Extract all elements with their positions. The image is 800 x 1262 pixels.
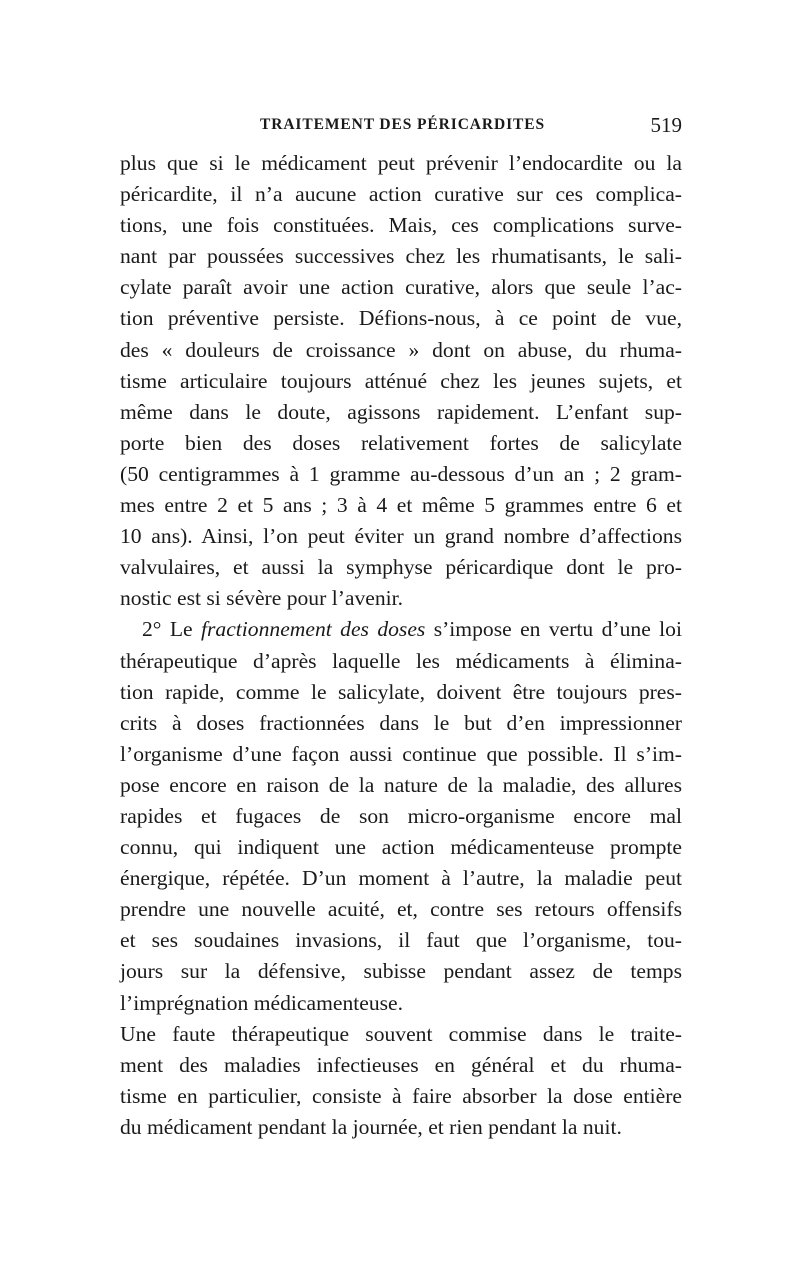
text-line: l’organisme d’une façon aussi continue que possible. Il s’im- (120, 741, 682, 766)
text-line: et ses soudaines invasions, il faut que l’organisme, tou- (120, 928, 682, 953)
body-text (120, 148, 682, 1143)
text-line: pose encore en raison de la nature de la maladie, des allures (120, 772, 682, 797)
text-line: des « douleurs de croissance » dont on abuse, du rhuma- (120, 337, 682, 362)
section-number: 2° Le (142, 617, 202, 642)
running-title: TRAITEMENT DES PÉRICARDITES (260, 116, 545, 133)
text-line: énergique, répétée. D’un moment à l’autre, la maladie peut (120, 866, 682, 891)
text-line: rapides et fugaces de son micro-organisme encore mal (120, 803, 682, 828)
running-head (120, 113, 682, 140)
text-line: nant par poussées successives chez les rhumatisants, le sali- (120, 244, 682, 269)
text-line: l’imprégnation médicamenteuse. (120, 990, 404, 1015)
text-line: porte bien des doses relativement fortes de salicylate (120, 430, 682, 455)
text-line: plus que si le médicament peut prévenir l’endocardite ou la (120, 151, 682, 175)
text-line: prendre une nouvelle acuité, et, contre ses retours offensifs (120, 897, 682, 922)
text-line: mes entre 2 et 5 ans ; 3 à 4 et même 5 grammes entre 6 et (120, 493, 682, 518)
text-line: tions, une fois constituées. Mais, ces complications surve- (120, 213, 682, 238)
text-line: nostic est si sévère pour l’avenir. (120, 586, 404, 611)
text-line: péricardite, il n’a aucune action curative sur ces complica- (120, 182, 682, 207)
text-line: thérapeutique d’après laquelle les médicaments à élimina- (120, 648, 682, 673)
text-line: crits à doses fractionnées dans le but d’en impressionner (120, 710, 682, 735)
text-line: tisme en particulier, consiste à faire absorber la dose entière (120, 1083, 682, 1108)
text-line: du médicament pendant la journée, et rien pendant la nuit. (120, 1114, 622, 1139)
text-line: ment des maladies infectieuses en général et du rhuma- (120, 1052, 682, 1077)
text-line: connu, qui indiquent une action médicamenteuse prompte (120, 835, 682, 860)
text-line: même dans le doute, agissons rapidement. L’enfant sup- (120, 399, 682, 424)
italic-term: fractionnement des doses (201, 617, 426, 642)
paragraph-3 (120, 1019, 682, 1143)
text-line: Une faute thérapeutique souvent commise dans le traite- (120, 1021, 682, 1046)
text-line (120, 614, 682, 645)
text-line: (50 centigrammes à 1 gramme au-dessous d’un an ; 2 gram- (120, 461, 682, 486)
paragraph-2 (120, 614, 682, 1018)
text-line: valvulaires, et aussi la symphyse péricardique dont le pro- (120, 555, 682, 580)
text-line: tion préventive persiste. Défions-nous, à ce point de vue, (120, 306, 682, 331)
text-line: tisme articulaire toujours atténué chez les jeunes sujets, et (120, 368, 682, 393)
paragraph-1 (120, 148, 682, 614)
text-line: jours sur la défensive, subisse pendant assez de temps (120, 959, 682, 984)
text-fragment: s’impose en vertu d’une loi (425, 617, 682, 642)
page-number: 519 (650, 113, 682, 137)
text-line: tion rapide, comme le salicylate, doivent être toujours pres- (120, 679, 682, 704)
text-line: 10 ans). Ainsi, l’on peut éviter un grand nombre d’affections (120, 524, 682, 549)
text-line: cylate paraît avoir une action curative, alors que seule l’ac- (120, 275, 682, 300)
